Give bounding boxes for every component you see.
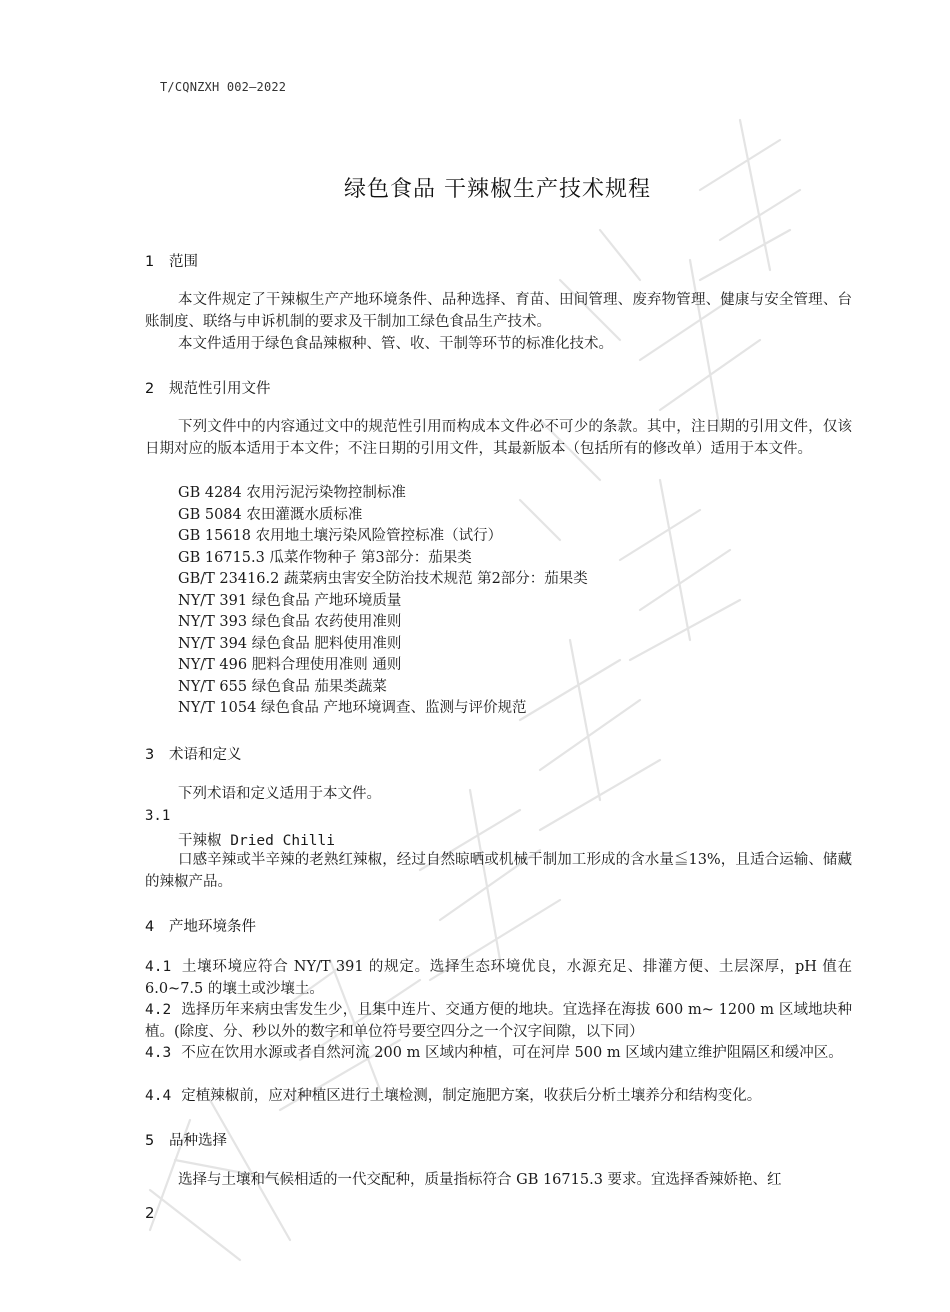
reference-item: GB 5084 农田灌溉水质标准 — [178, 507, 363, 523]
document-code: T/CQNZXH 002—2022 — [160, 80, 287, 94]
term-heading: 干辣椒 Dried Chilli — [178, 833, 335, 849]
clause-text: 定植辣椒前，应对种植区进行土壤检测，制定施肥方案，收获后分析土壤养分和结构变化。 — [181, 1088, 762, 1104]
section-title: 品种选择 — [169, 1133, 227, 1149]
section-4-heading — [145, 915, 256, 936]
section-title: 规范性引用文件 — [169, 381, 271, 397]
clause — [145, 957, 852, 1000]
paragraph: 下列文件中的内容通过文中的规范性引用而构成本文件必不可少的条款。其中，注日期的引用文件，仅该日期对应的版本适用于本文件；不注日期的引用文件，其最新版本（包括所有的修改单）适用于本文件。 — [145, 419, 852, 457]
section-2-heading — [145, 377, 271, 398]
clause — [145, 1000, 852, 1043]
reference-item: GB/T 23416.2 蔬菜病虫害安全防治技术规范 第2部分：茄果类 — [178, 571, 588, 587]
section-1-heading — [145, 250, 198, 271]
paragraph: 本文件规定了干辣椒生产产地环境条件、品种选择、育苗、田间管理、废弃物管理、健康与安全管理、台账制度、联络与申诉机制的要求及干制加工绿色食品生产技术。 — [145, 292, 852, 330]
clause-number: 4.2 — [145, 1002, 172, 1018]
clause-number: 4.3 — [145, 1045, 172, 1061]
reference-item: NY/T 1054 绿色食品 产地环境调查、监测与评价规范 — [178, 700, 527, 716]
reference-item: NY/T 393 绿色食品 农药使用准则 — [178, 614, 402, 630]
clause-text: 不应在饮用水源或者自然河流 200 m 区域内种植，可在河岸 500 m 区域内建立维护阻隔区和缓冲区。 — [181, 1045, 843, 1061]
clause-number: 4.1 — [145, 959, 172, 975]
reference-item: GB 15618 农用地土壤污染风险管控标准（试行） — [178, 528, 503, 544]
section-number: 1 — [145, 254, 155, 270]
section-title: 范围 — [169, 254, 198, 270]
clause-text: 土壤环境应符合 NY/T 391 的规定。选择生态环境优良，水源充足、排灌方便、土层深厚，pH 值在 6.0~7.5 的壤土或沙壤土。 — [145, 959, 852, 997]
clause — [145, 1043, 852, 1065]
reference-item: GB 16715.3 瓜菜作物种子 第3部分：茄果类 — [178, 550, 472, 566]
page-number: 2 — [145, 1204, 155, 1222]
clause-number: 4.4 — [145, 1088, 172, 1104]
section-number: 2 — [145, 381, 155, 397]
paragraph: 本文件适用于绿色食品辣椒种、管、收、干制等环节的标准化技术。 — [178, 336, 613, 352]
reference-item: NY/T 655 绿色食品 茄果类蔬菜 — [178, 679, 387, 695]
section-3-heading — [145, 743, 242, 764]
section-number: 3 — [145, 747, 155, 763]
section-number: 5 — [145, 1133, 155, 1149]
reference-item: NY/T 496 肥料合理使用准则 通则 — [178, 657, 402, 673]
section-title: 产地环境条件 — [169, 919, 256, 935]
section-number: 4 — [145, 919, 155, 935]
clause-label: 3.1 — [145, 808, 171, 824]
section-5-heading — [145, 1129, 227, 1150]
reference-item: NY/T 391 绿色食品 产地环境质量 — [178, 593, 402, 609]
section-title: 术语和定义 — [169, 747, 242, 763]
clause — [145, 1086, 852, 1108]
clause-text: 选择历年来病虫害发生少，且集中连片、交通方便的地块。宜选择在海拔 600 m~ 1200 m 区域地块种植。(除度、分、秒以外的数字和单位符号要空四分之一个汉字间隙，以下同） — [145, 1002, 852, 1040]
page-title: 绿色食品 干辣椒生产技术规程 — [344, 177, 651, 202]
paragraph: 下列术语和定义适用于本文件。 — [178, 786, 381, 802]
reference-item: GB 4284 农用污泥污染物控制标准 — [178, 485, 406, 501]
term-definition: 口感辛辣或半辛辣的老熟红辣椒，经过自然晾晒或机械干制加工形成的含水量≦13%，且适合运输、储藏的辣椒产品。 — [145, 852, 852, 890]
paragraph: 选择与土壤和气候相适的一代交配种，质量指标符合 GB 16715.3 要求。宜选择香辣娇艳、红 — [178, 1172, 782, 1188]
reference-item: NY/T 394 绿色食品 肥料使用准则 — [178, 636, 402, 652]
